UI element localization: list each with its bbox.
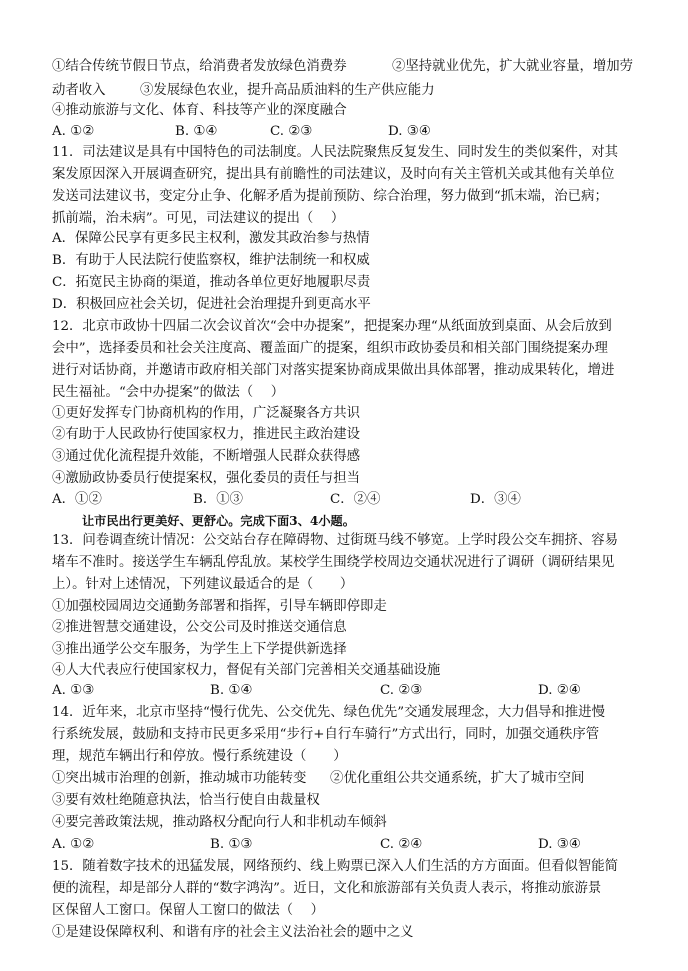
text-segment: A. ①③ xyxy=(52,683,95,698)
text-segment: ①是建设保障权利、和谐有序的社会主义法治社会的题中之义 xyxy=(52,925,414,940)
text-segment: C. ②③ xyxy=(380,683,423,698)
text-segment: ③要有效杜绝随意执法，恰当行使自由裁量权 xyxy=(52,793,320,808)
text-segment: A. ①② xyxy=(52,837,95,852)
text-segment: B. ①④ xyxy=(210,683,253,698)
text-line xyxy=(0,746,688,768)
text-segment: ④要完善政策法规，推动路权分配向行人和非机动车倾斜 xyxy=(52,815,387,830)
text-segment: A．保障公民享有更多民主权利，激发其政治参与热情 xyxy=(52,231,370,246)
text-segment: 行系统发展，鼓励和支持市民更多采用“步行+自行车骑行”方式出行，同时，加强交通秩序管 xyxy=(52,727,600,742)
text-segment: 抓前端，治未病”。可见，司法建议的提出（ ） xyxy=(52,211,345,226)
text-segment: 发送司法建议书，变定分止争、化解矛盾为提前预防、综合治理，努力做到“抓末端，治已病； xyxy=(52,189,608,204)
text-segment: A．①② xyxy=(52,492,102,507)
text-line xyxy=(0,922,688,944)
text-segment: B．①③ xyxy=(193,492,244,507)
text-segment: 14．近年来，北京市坚持“慢行优先、公交优先、绿色优先”交通发展理念，大力倡导和推进慢 xyxy=(52,705,605,720)
text-segment: ④激励政协委员行使提案权，强化委员的责任与担当 xyxy=(52,471,360,486)
text-line xyxy=(0,878,688,900)
text-segment: 会中”，选择委员和社会关注度高、覆盖面广的提案，组织市政协委员和相关部门围绕提案办理 xyxy=(52,341,608,356)
text-line xyxy=(0,446,688,468)
text-line xyxy=(0,468,688,490)
text-segment: ①加强校园周边交通勤务部署和指挥，引导车辆即停即走 xyxy=(52,599,387,614)
text-segment: ②有助于人民政协行使国家权力，推进民主政治建设 xyxy=(52,427,360,442)
text-line xyxy=(0,250,688,272)
text-segment: 便的流程，却是部分人群的“数字鸿沟”。近日，文化和旅游部有关负责人表示，将推动旅游景 xyxy=(52,881,602,896)
text-segment: 理，规范车辆出行和停放。慢行系统建设（ ） xyxy=(52,749,347,764)
text-line xyxy=(0,660,688,682)
text-line xyxy=(0,208,688,230)
text-line xyxy=(0,164,688,186)
text-segment: C．拓宽民主协商的渠道，推动各单位更好地履职尽责 xyxy=(52,275,371,290)
text-line xyxy=(0,338,688,360)
text-segment: C. ②③ xyxy=(270,124,313,139)
text-line xyxy=(0,812,688,834)
text-line xyxy=(0,900,688,922)
text-line xyxy=(0,56,688,78)
text-segment: 13．问卷调查统计情况：公交站台存在障碍物、过街斑马线不够宽。上学时段公交车拥挤、容易 xyxy=(52,533,619,548)
text-line xyxy=(0,360,688,382)
text-line xyxy=(0,574,688,596)
text-segment: D．积极回应社会关切，促进社会治理提升到更高水平 xyxy=(52,297,371,312)
text-segment: ③通过优化流程提升效能，不断增强人民群众获得感 xyxy=(52,449,360,464)
text-segment: 动者收入 xyxy=(52,83,106,98)
text-line xyxy=(0,403,688,425)
text-line xyxy=(0,228,688,250)
text-line xyxy=(0,596,688,618)
text-segment: ①更好发挥专门协商机构的作用，广泛凝聚各方共识 xyxy=(52,406,360,421)
text-segment: 堵车不准时。接送学生车辆乱停乱放。某校学生围绕学校周边交通状况进行了调研（调研结果见 xyxy=(52,555,615,570)
text-segment: D. ③④ xyxy=(388,124,431,139)
text-line xyxy=(0,382,688,404)
text-segment: ③发展绿色农业，提升高品质油料的生产供应能力 xyxy=(140,83,435,98)
text-line xyxy=(0,272,688,294)
text-line xyxy=(0,316,688,338)
text-line xyxy=(0,100,688,122)
text-segment: ②优化重组公共交通系统，扩大了城市空间 xyxy=(330,771,585,786)
text-segment: 11．司法建议是具有中国特色的司法制度。人民法院聚焦反复发生、同时发生的类似案件，对其 xyxy=(52,145,619,160)
text-line xyxy=(0,639,688,661)
text-line xyxy=(0,186,688,208)
text-line xyxy=(0,680,688,702)
text-segment: C．②④ xyxy=(330,492,381,507)
text-line xyxy=(0,834,688,856)
text-segment: B．有助于人民法院行使监察权，维护法制统一和权威 xyxy=(52,253,370,268)
text-line xyxy=(0,702,688,724)
text-segment: ③推出通学公交车服务，为学生上下学提供新选择 xyxy=(52,642,347,657)
text-line xyxy=(0,552,688,574)
text-line xyxy=(0,121,688,143)
text-segment: C. ②④ xyxy=(380,837,423,852)
text-line xyxy=(0,530,688,552)
text-segment: ④推动旅游与文化、体育、科技等产业的深度融合 xyxy=(52,103,347,118)
text-segment: 12．北京市政协十四届二次会议首次“会中办提案”，把提案办理“从纸面放到桌面、从会后放到 xyxy=(52,319,612,334)
text-segment: A. ①② xyxy=(52,124,95,139)
text-line xyxy=(0,294,688,316)
text-segment: 15．随着数字技术的迅猛发展，网络预约、线上购票已深入人们生活的方方面面。但看似智能简 xyxy=(52,859,619,874)
text-segment: ②推进智慧交通建设，公交公司及时推送交通信息 xyxy=(52,620,347,635)
text-segment: ④人大代表应行使国家权力，督促有关部门完善相关交通基础设施 xyxy=(52,663,441,678)
text-segment: ①结合传统节假日节点，给消费者发放绿色消费券 xyxy=(52,59,347,74)
text-segment: 进行对话协商，并邀请市政府相关部门对落实提案协商成果做出具体部署，推动成果转化，增进 xyxy=(52,363,615,378)
text-line xyxy=(0,790,688,812)
text-segment: D. ②④ xyxy=(538,683,581,698)
text-line xyxy=(0,856,688,878)
text-line xyxy=(0,724,688,746)
text-segment: B. ①③ xyxy=(210,837,253,852)
text-line xyxy=(0,489,688,511)
text-line xyxy=(0,424,688,446)
text-line xyxy=(0,510,688,532)
text-segment: 让市民出行更美好、更舒心。完成下面3、4小题。 xyxy=(82,514,355,528)
text-line xyxy=(0,768,688,790)
text-line xyxy=(0,80,688,102)
text-segment: ①突出城市治理的创新，推动城市功能转变 xyxy=(52,771,307,786)
text-segment: 案发原因深入开展调查研究，提出具有前瞻性的司法建议，及时向有关主管机关或其他有关单位 xyxy=(52,167,615,182)
text-segment: 上）。针对上述情况，下列建议最适合的是（ ） xyxy=(52,577,354,592)
text-segment: D．③④ xyxy=(470,492,521,507)
text-segment: 民生福祉。“会中办提案”的做法（ ） xyxy=(52,385,285,400)
text-segment: 区保留人工窗口。保留人工窗口的做法（ ） xyxy=(52,903,325,918)
text-line xyxy=(0,617,688,639)
text-segment: D. ③④ xyxy=(538,837,581,852)
text-segment: B. ①④ xyxy=(175,124,218,139)
text-segment: ②坚持就业优先，扩大就业容量，增加劳 xyxy=(392,59,634,74)
text-line xyxy=(0,142,688,164)
